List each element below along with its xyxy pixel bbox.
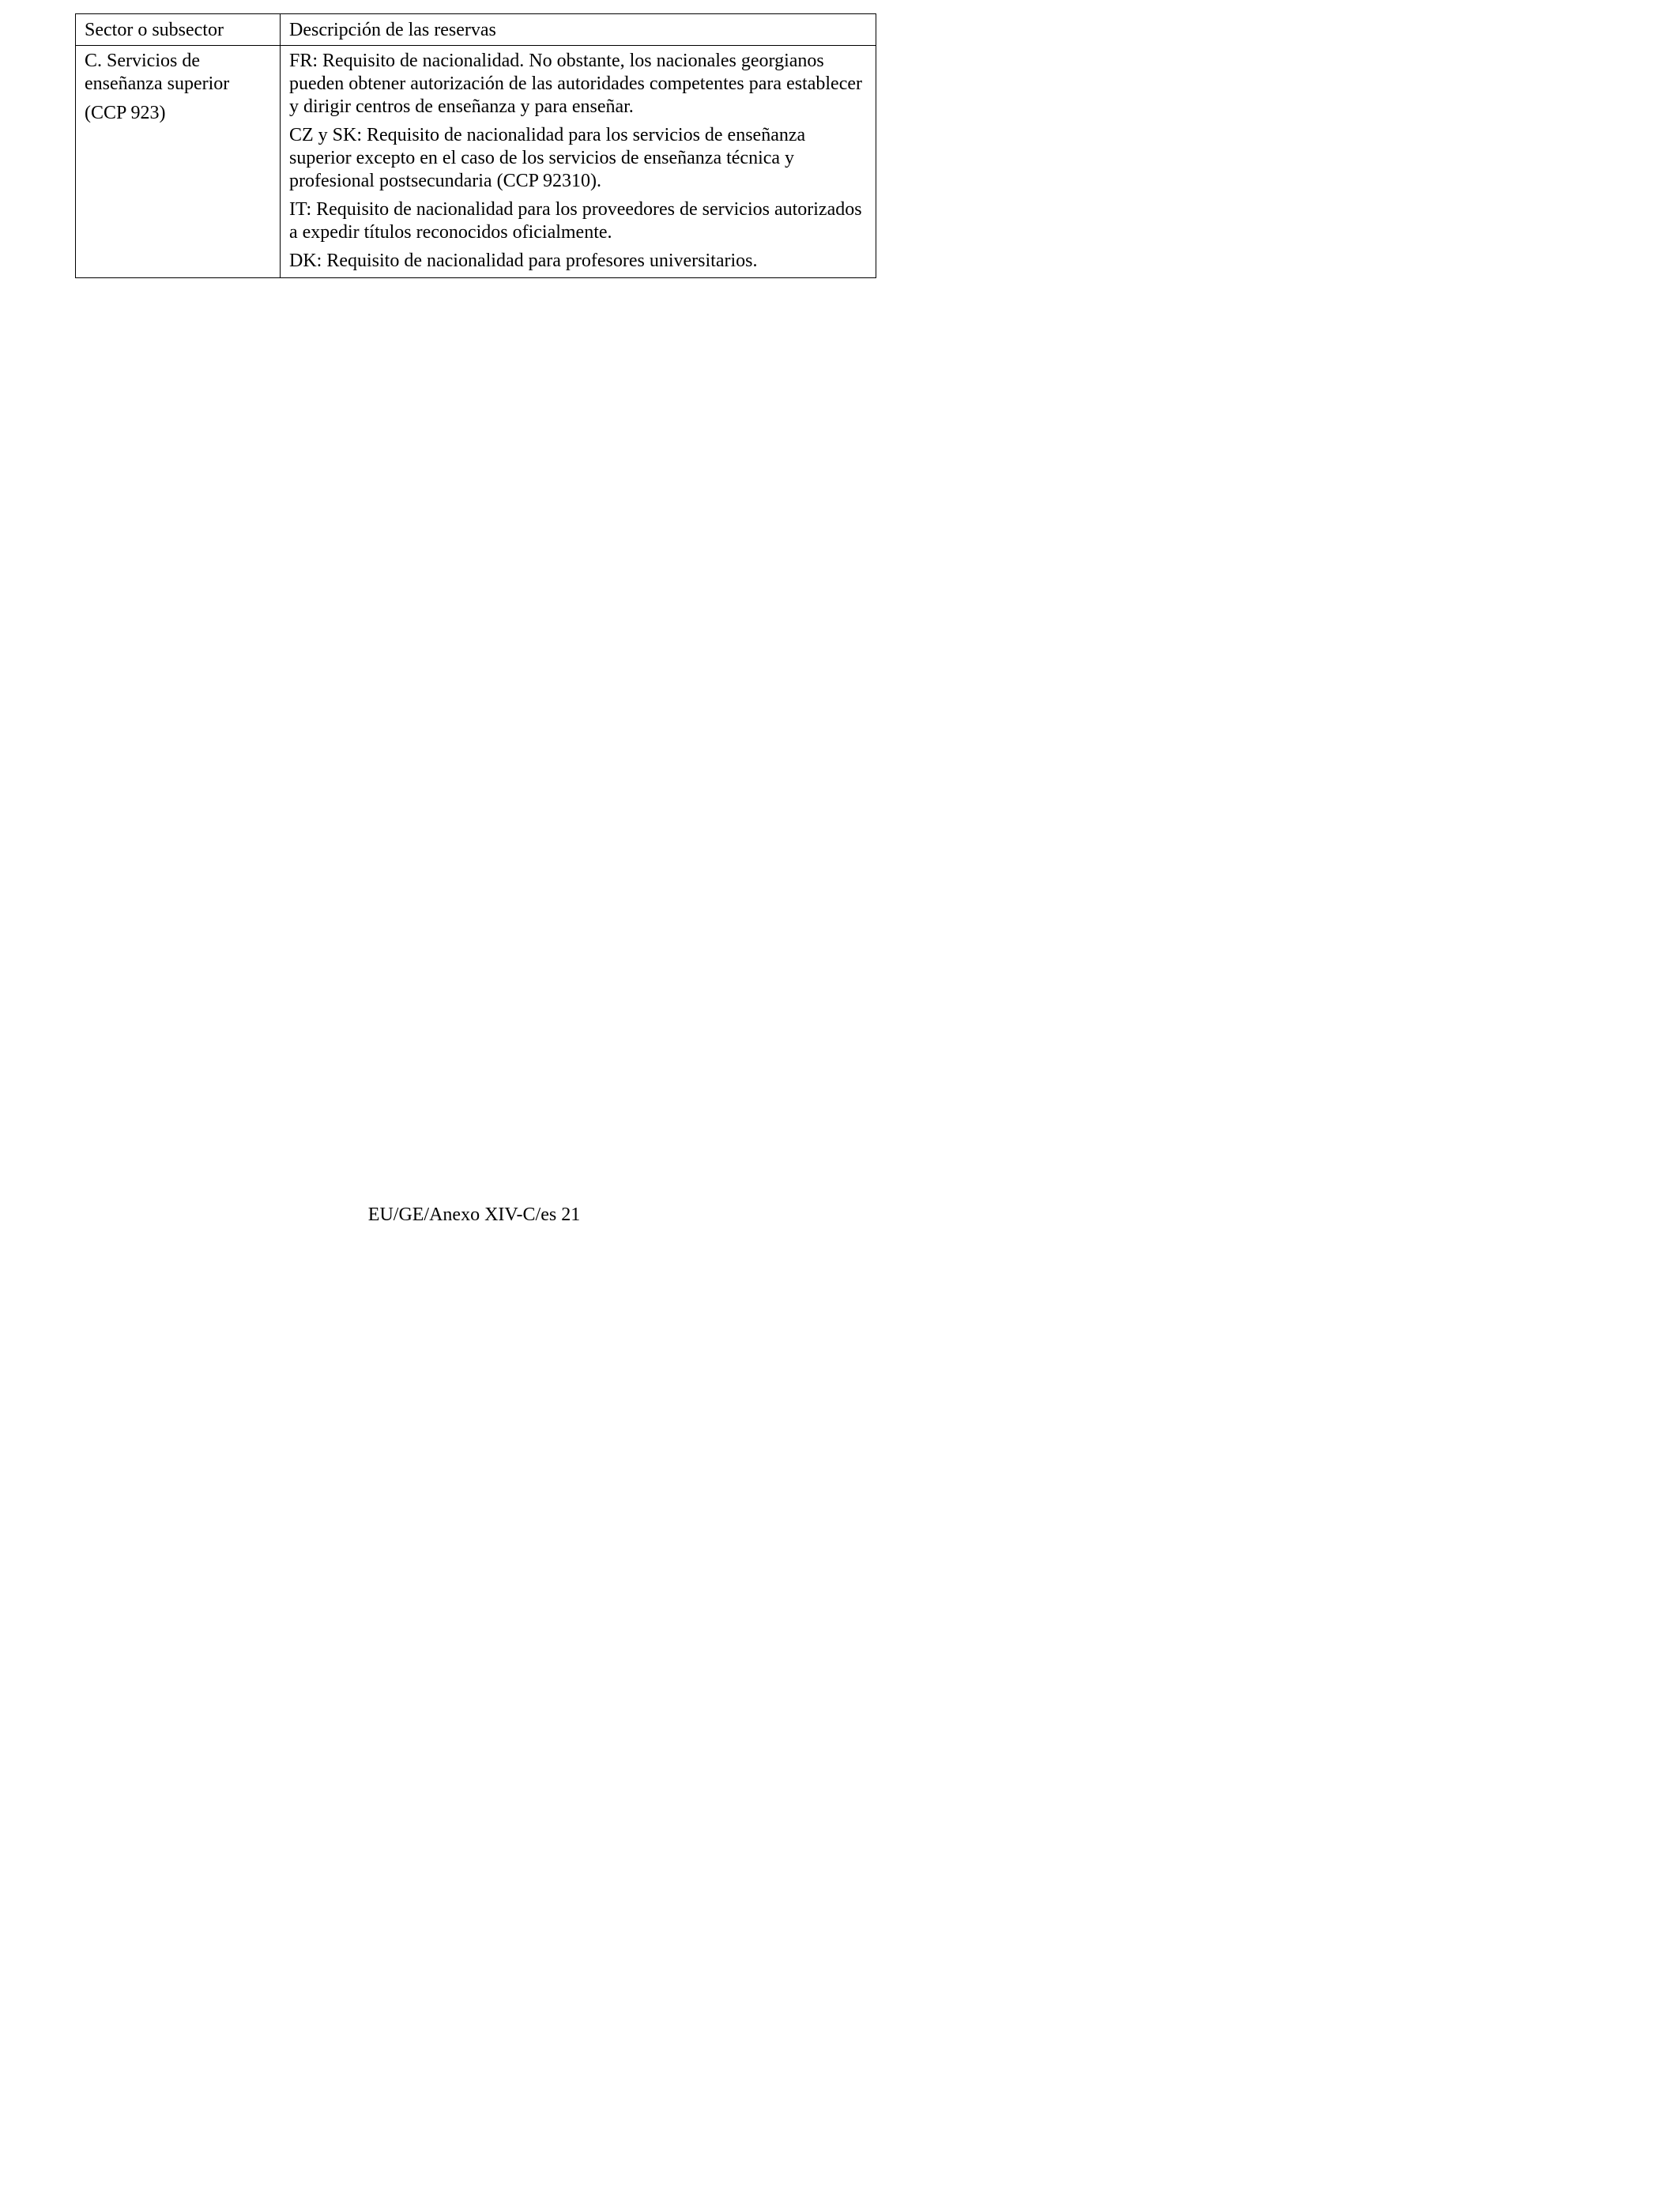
- sector-code: (CCP 923): [85, 103, 166, 123]
- sector-cell: [76, 46, 281, 278]
- reservation-cz-sk: CZ y SK: Requisito de nacionalidad para los servicios de enseñanza superior excepto en el caso de los servicios de enseñanza técnica y profesional postsecundaria (CCP 92310).: [289, 125, 806, 191]
- reservation-it: IT: Requisito de nacionalidad para los proveedores de servicios autorizados a expedir títulos reconocidos oficialmente.: [289, 199, 862, 243]
- reservations-table: [75, 13, 876, 278]
- document-page: [0, 0, 948, 1227]
- reservation-dk: DK: Requisito de nacionalidad para profesores universitarios.: [289, 251, 758, 271]
- description-cell: [281, 46, 876, 278]
- header-description: Descripción de las reservas: [281, 14, 876, 46]
- table-header-row: [76, 14, 876, 46]
- table-row: [76, 46, 876, 278]
- reservation-fr: FR: Requisito de nacionalidad. No obstante, los nacionales georgianos pueden obtener autorización de las autoridades competentes para establecer y dirigir centros de enseñanza y para enseñar.: [289, 51, 862, 117]
- header-sector: Sector o subsector: [76, 14, 281, 46]
- sector-name: C. Servicios de enseñanza superior: [85, 51, 230, 94]
- page-footer: EU/GE/Anexo XIV-C/es 21: [367, 1204, 581, 1225]
